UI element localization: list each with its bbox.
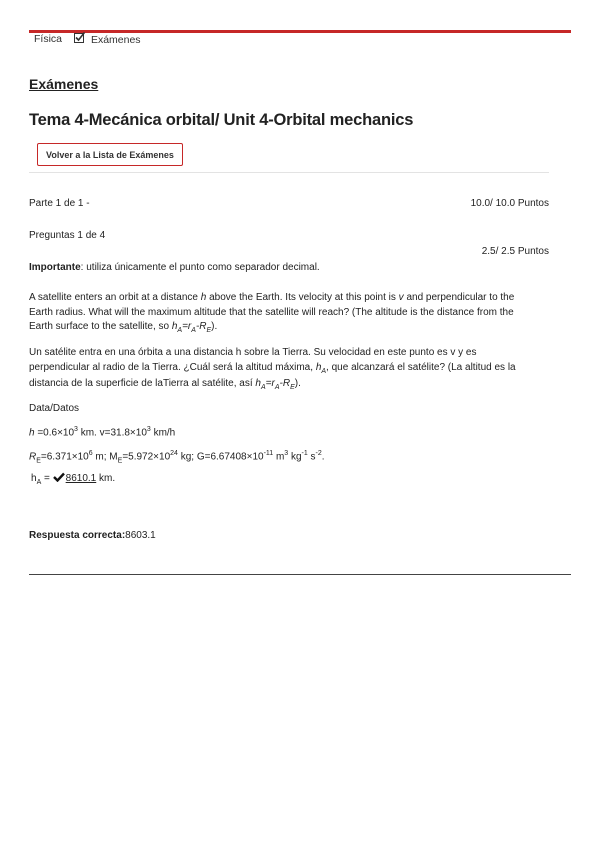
statement-english: A satellite enters an orbit at a distance h above the Earth. Its velocity at this point is v and perpendicular to the Earth radius. What will the maximum altitude that the satellite will reach? (The altitude is the distance from the Earth surface to the satellite, so $h_A=r_A-R_E$).	[29, 292, 515, 334]
back-to-exams-button[interactable]: Volver a la Lista de Exámenes	[37, 143, 183, 166]
correct-answer-value: 8603.1	[125, 530, 156, 541]
section-link-examenes[interactable]: Exámenes	[29, 76, 99, 92]
answer-line: $h_A = 8610.1$ km.	[31, 473, 116, 486]
data-label: Data/Datos	[29, 403, 80, 414]
answer-value: 8610.1	[65, 473, 97, 484]
question-label: Preguntas 1 de 4	[29, 230, 106, 241]
correct-check-icon	[53, 472, 65, 482]
correct-answer-label: Respuesta correcta:	[29, 530, 126, 541]
part-label: Parte 1 de 1 -	[29, 198, 90, 209]
breadcrumb-item-label: Exámenes	[90, 34, 141, 46]
bottom-divider	[29, 574, 571, 575]
statement-spanish: Un satélite entra en una órbita a una distancia h sobre la Tierra. Su velocidad en este punto es v y es perpendicular al radio de la Tierra. ¿Cuál será la altitud máxima, $h_A$, que alcanzará el satélite? (La altitud es la distancia de la superficie de laTierra al satélite, así $h_A=r_A-R_E$).	[29, 347, 516, 391]
important-text: : utiliza únicamente el punto como separador decimal.	[80, 262, 320, 273]
part-points: 10.0/ 10.0 Puntos	[470, 198, 549, 209]
checkbox-checked-icon	[74, 32, 85, 43]
important-label: Importante	[29, 262, 81, 273]
constants: $R_E=6.371\times 10^6$ m; $M_E=5.972\times 10^{24}$ kg; $G=6.67408\times 10^{-11}$ $m^3$ $kg^{-1}$ $s^{-2}$.	[29, 450, 325, 465]
breadcrumb	[34, 32, 153, 46]
correct-answer	[29, 529, 156, 544]
question-points: 2.5/ 2.5 Puntos	[481, 246, 549, 257]
breadcrumb-item-fisica[interactable]: Física	[34, 33, 63, 45]
divider	[29, 172, 549, 173]
important-note	[29, 261, 539, 276]
given-values: $h =0.6\times 10^3$ km. $v=31.8\times 10^3$ km/h	[29, 426, 176, 439]
page-title: Tema 4-Mecánica orbital/ Unit 4-Orbital mechanics	[29, 111, 414, 129]
breadcrumb-item-examenes[interactable]	[74, 32, 141, 46]
